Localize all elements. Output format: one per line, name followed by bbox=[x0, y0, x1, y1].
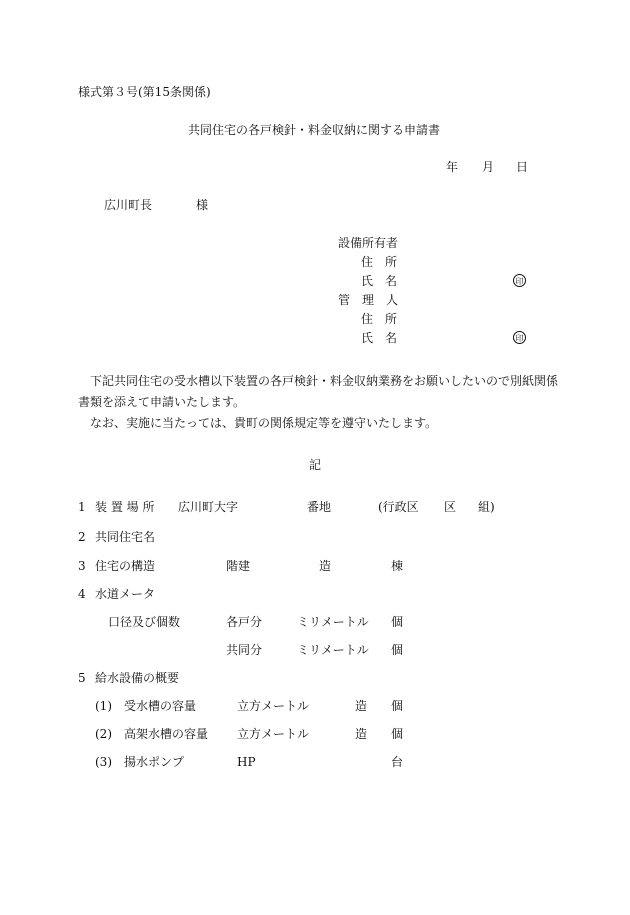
item-5-row-2-count: 個 bbox=[391, 727, 404, 741]
item-5-row-2-label: 高架水槽の容量 bbox=[124, 727, 209, 741]
item-3-floors: 階建 bbox=[226, 559, 251, 573]
item-4-row-2-label: 共同分 bbox=[226, 643, 263, 657]
manager-address-label: 住 所 bbox=[361, 312, 398, 326]
item-1-number: 1 bbox=[78, 500, 86, 514]
owner-label: 設備所有者 bbox=[338, 236, 399, 250]
item-5-row-2-zou: 造 bbox=[355, 727, 368, 741]
owner-seal-mark: 印 bbox=[513, 274, 526, 287]
date-month-label: 月 bbox=[482, 160, 495, 174]
item-1-kumi: 組) bbox=[478, 500, 495, 514]
item-5-number: 5 bbox=[78, 671, 86, 685]
item-1-label: 装 置 場 所 bbox=[95, 500, 155, 514]
item-4-row-1-count: 個 bbox=[391, 615, 404, 629]
item-5-row-1-unit: 立方メートル bbox=[237, 699, 310, 713]
item-3-label: 住宅の構造 bbox=[95, 559, 156, 573]
item-5-label: 給水設備の概要 bbox=[95, 671, 180, 685]
manager-name-label: 氏 名 bbox=[361, 331, 398, 345]
manager-label: 管 理 人 bbox=[338, 293, 399, 307]
item-4-number: 4 bbox=[78, 587, 86, 601]
item-1-ku: 区 bbox=[444, 500, 457, 514]
body-line-1: 下記共同住宅の受水槽以下装置の各戸検針・料金収納業務をお願いしたいので別紙関係 bbox=[90, 374, 559, 388]
item-5-row-3-label: 揚水ポンプ bbox=[124, 755, 185, 769]
owner-name-label: 氏 名 bbox=[361, 274, 398, 288]
item-4-sub-label: 口径及び個数 bbox=[108, 615, 181, 629]
item-4-row-2-count: 個 bbox=[391, 643, 404, 657]
item-3-number: 3 bbox=[78, 559, 86, 573]
item-5-row-1-count: 個 bbox=[391, 699, 404, 713]
item-5-row-1-label: 受水槽の容量 bbox=[124, 699, 197, 713]
item-4-label: 水道メータ bbox=[95, 587, 156, 601]
item-4-row-1-unit: ミリメートル bbox=[297, 615, 369, 629]
item-5-row-3-number: (3) bbox=[95, 755, 112, 769]
item-5-row-2-unit: 立方メートル bbox=[237, 727, 310, 741]
item-1-ward-open: (行政区 bbox=[378, 500, 419, 514]
item-3-tou: 棟 bbox=[391, 559, 404, 573]
form-number: 様式第３号(第15条関係) bbox=[78, 85, 211, 99]
item-5-row-3-unit: HP bbox=[237, 755, 256, 769]
item-3-zou: 造 bbox=[319, 559, 332, 573]
ki-heading: 記 bbox=[309, 458, 322, 472]
manager-seal-mark: 印 bbox=[513, 331, 526, 344]
addressee-honorific: 様 bbox=[196, 198, 209, 212]
item-5-row-1-number: (1) bbox=[95, 699, 112, 713]
item-1-town: 広川町大字 bbox=[178, 500, 239, 514]
item-5-row-3-count: 台 bbox=[391, 755, 404, 769]
body-line-2: 書類を添えて申請いたします。 bbox=[78, 395, 246, 409]
document-title: 共同住宅の各戸検針・料金収納に関する申請書 bbox=[188, 123, 441, 137]
owner-address-label: 住 所 bbox=[361, 255, 398, 269]
date-year-label: 年 bbox=[446, 160, 459, 174]
item-2-label: 共同住宅名 bbox=[95, 530, 156, 544]
item-4-row-1-label: 各戸分 bbox=[226, 615, 263, 629]
addressee-name: 広川町長 bbox=[104, 198, 153, 212]
item-4-row-2-unit: ミリメートル bbox=[297, 643, 369, 657]
item-1-banchi: 番地 bbox=[307, 500, 332, 514]
body-line-3: なお、実施に当たっては、貴町の関係規定等を遵守いたします。 bbox=[90, 416, 438, 430]
date-day-label: 日 bbox=[516, 160, 529, 174]
item-5-row-2-number: (2) bbox=[95, 727, 112, 741]
item-5-row-1-zou: 造 bbox=[355, 699, 368, 713]
item-2-number: 2 bbox=[78, 530, 86, 544]
